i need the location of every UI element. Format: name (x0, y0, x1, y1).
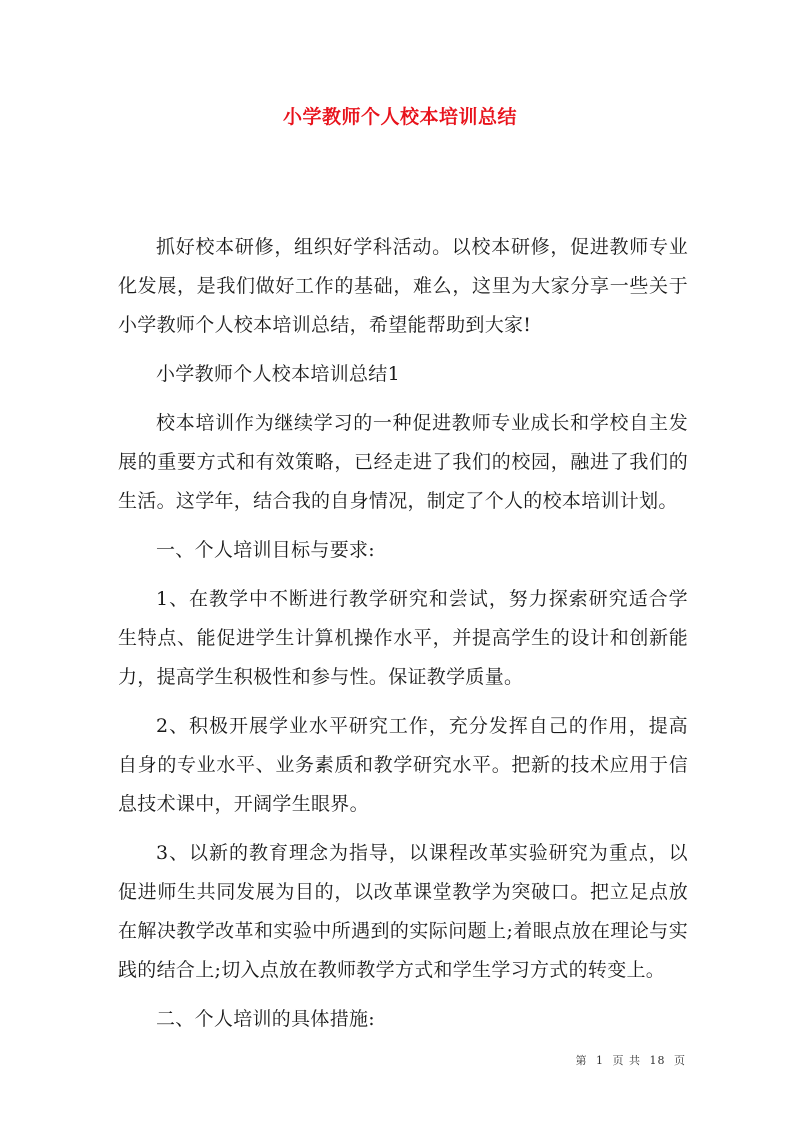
section-heading-goals: 一、个人培训目标与要求: (156, 539, 376, 561)
footer-middle: 页 共 (612, 1054, 641, 1067)
body-paragraph-overview: 校本培训作为继续学习的一种促进教师专业成长和学校自主发展的重要方式和有效策略，已经走进了我们的校园，融进了我们的生活。这学年，结合我的自身情况，制定了个人的校本培训计划。 (118, 412, 688, 512)
goal-item-1: 1、在教学中不断进行教学研究和尝试，努力探索研究适合学生特点、能促进学生计算机操作水平，并提高学生的设计和创新能力，提高学生积极性和参与性。保证教学质量。 (118, 588, 688, 688)
footer-page-number: 1 (596, 1054, 604, 1067)
goal-item-3: 3、以新的教育理念为指导，以课程改革实验研究为重点，以促进师生共同发展为目的，以改革课堂教学为突破口。把立足点放在解决教学改革和实验中所遇到的实际问题上;着眼点放在理论与实践的结合上;切入点放在教师教学方式和学生学习方式的转变上。 (118, 842, 688, 981)
footer-prefix: 第 (575, 1054, 588, 1067)
footer-suffix: 页 (674, 1054, 686, 1067)
footer-total-pages: 18 (649, 1054, 666, 1067)
goal-item-2: 2、积极开展学业水平研究工作，充分发挥自己的作用，提高自身的专业水平、业务素质和教学研究水平。把新的技术应用于信息技术课中，开阔学生眼界。 (118, 715, 688, 815)
section-heading-measures: 二、个人培训的具体措施: (156, 1008, 376, 1030)
intro-paragraph: 抓好校本研修，组织好学科活动。以校本研修，促进教师专业化发展，是我们做好工作的基础，难么，这里为大家分享一些关于小学教师个人校本培训总结，希望能帮助到大家! (118, 236, 688, 336)
section-heading-summary-1: 小学教师个人校本培训总结1 (156, 363, 400, 385)
page-footer (548, 1052, 688, 1068)
document-title: 小学教师个人校本培训总结 (282, 106, 517, 128)
document-body (118, 228, 688, 1039)
